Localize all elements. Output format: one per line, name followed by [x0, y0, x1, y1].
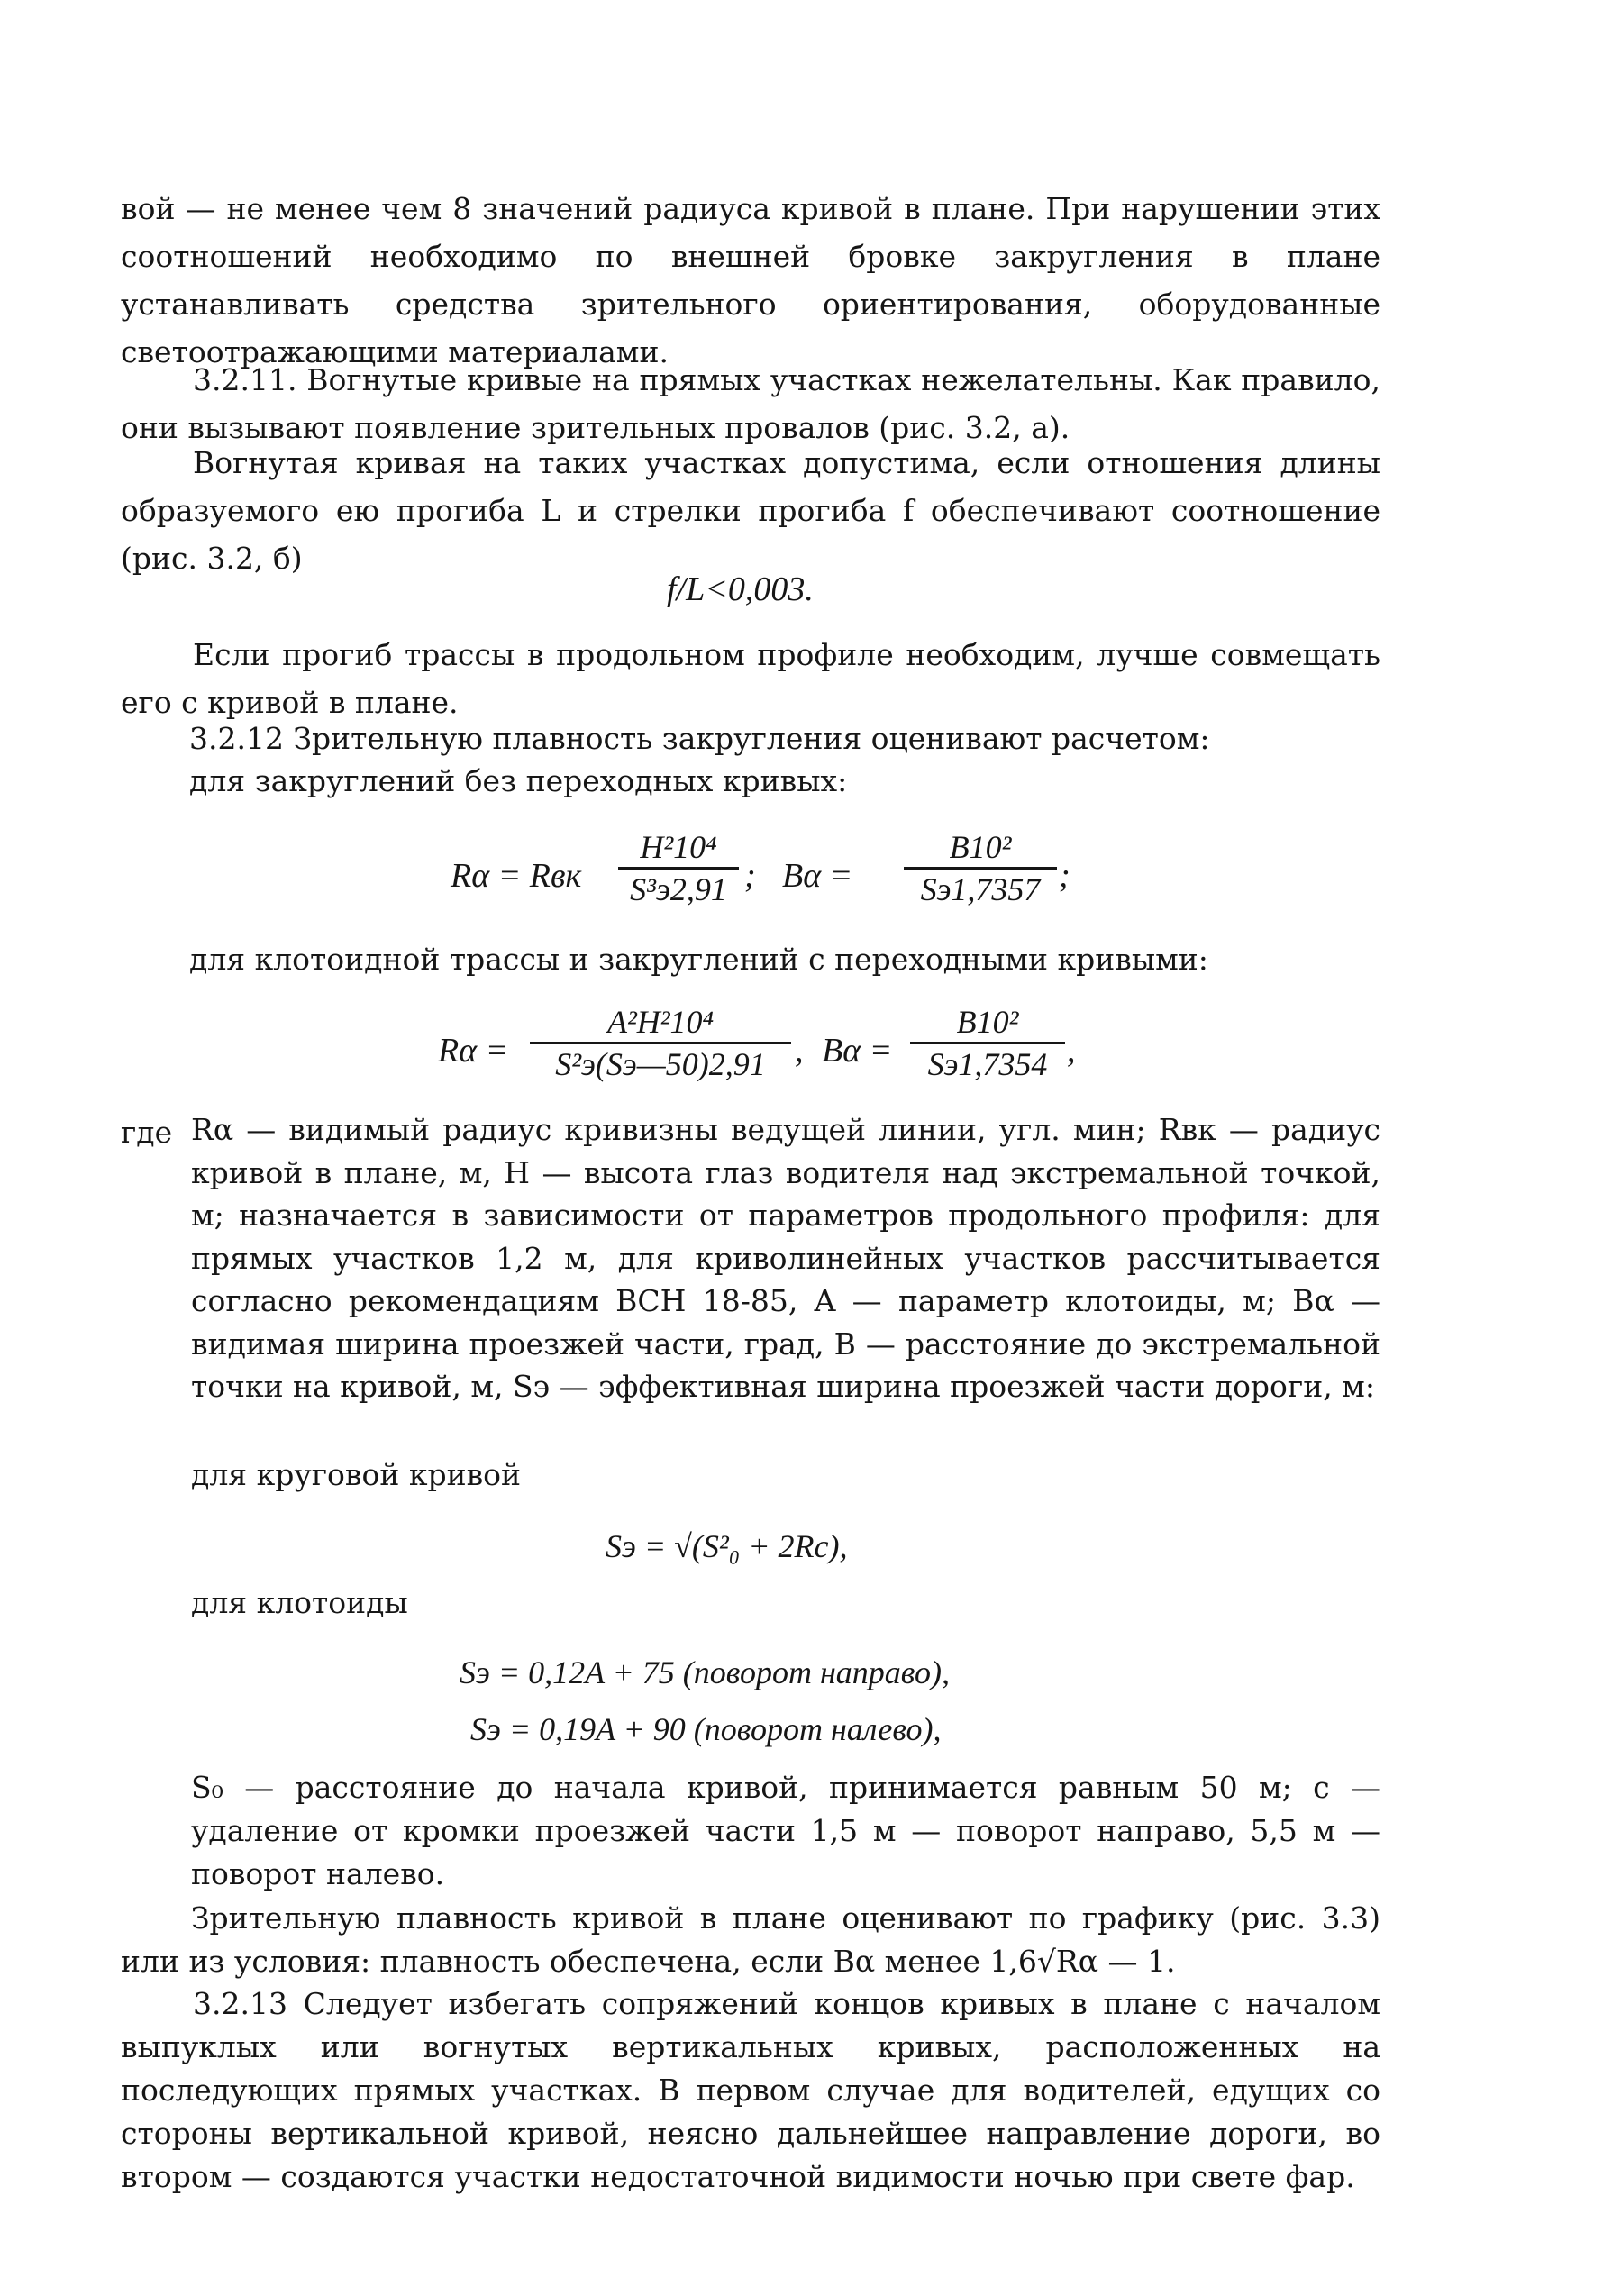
paragraph-circular-curve: для круговой кривой [191, 1457, 522, 1492]
paragraph-concave-curve: Вогнутая кривая на таких участках допустима, если отношения длины образуемого ею прогиба L и стрелки прогиба f обеспечивают соотношение (рис. 3.2, б) [121, 445, 1380, 576]
formula-effective-width-circular: Sэ = √(S²₀ + 2Rc), [606, 1528, 848, 1564]
paragraph-clothoid-route: для клотоидной трассы и закруглений с переходными кривыми: [189, 942, 1208, 977]
paragraph-profile-deflection: Если прогиб трассы в продольном профиле необходим, лучше совмещать его с кривой в плане. [121, 637, 1380, 720]
paragraph-3-2-11: 3.2.11. Вогнутые кривые на прямых участках нежелательны. Как правило, они вызывают появление зрительных провалов (рис. 3.2, а). [121, 362, 1380, 445]
paragraph-3-2-12: 3.2.12 Зрительную плавность закругления оценивают расчетом: [189, 721, 1210, 756]
formula-clothoid-right: Sэ = 0,12A + 75 (поворот направо), [460, 1654, 950, 1690]
paragraph-distance-definitions: S₀ — расстояние до начала кривой, принимается равным 50 м; c — удаление от кромки проезжей части 1,5 м — поворот направо, 5,5 м — поворот налево. [191, 1770, 1380, 1891]
paragraph-continuation: вой — не менее чем 8 значений радиуса кривой в плане. При нарушении этих соотношений необходимо по внешней бровке закругления в плане устанавливать средства зрительного ориентирования, оборудованные светоотражающими материалами. [121, 191, 1380, 369]
paragraph-3-2-13: 3.2.13 Следует избегать сопряжений концов кривых в плане с началом выпуклых или вогнутых вертикальных кривых, расположенных на последующих прямых участках. В первом случае для водителей, едущих со стороны вертикальной кривой, неясно дальнейшее направление дороги, во втором — создаются участки недостаточной видимости ночью при свете фар. [121, 1986, 1380, 2194]
formula-f-over-l: f/L<0,003. [667, 570, 814, 608]
formula-clothoid-left: Sэ = 0,19A + 90 (поворот налево), [470, 1711, 942, 1747]
paragraph-clothoid: для клотоиды [191, 1585, 408, 1620]
paragraph-smoothness-graph: Зрительную плавность кривой в плане оценивают по графику (рис. 3.3) или из условия: плавность обеспечена, если Bα менее 1,6√Rα — 1. [121, 1900, 1380, 1979]
document-page: вой — не менее чем 8 значений радиуса кривой в плане. При нарушении этих соотношений необходимо по внешней бровке закругления в плане устанавливать средства зрительного ориентирования, оборудованные светоотражающими материалами. 3.2.11. Вогнутые кривые на прямых участках нежелательны. Как правило, они вызывают появление зрительных провалов (рис. 3.2, а). Вогнутая кривая на таких участках допустима, если отношения длины образуемого ею прогиба L и стрелки прогиба f обеспечивают соотношение (рис. 3.2, б) f/L<0,003. Если прогиб трассы в продольном профиле необходим, лучше совмещать его с кривой в плане. 3.2.12 Зрительную плавность закругления оценивают расчетом: для закруглений без переходных кривых: Rα = Rвк H²10⁴ S³э2,91 ; Bα = B10² Sэ1,7357 ; для клотоидной трассы и закруглений с переходными кривыми: Rα = A²H²10⁴ S²э(Sэ—50)2,91 , Bα = B10² Sэ1,7354 , где Rα — видимый радиус кривизны ведущей линии, угл. мин; Rвк — радиус кривой в плане, м, H — высота глаз водителя над экстремальной точкой, м; назначается в зависимости от параметров продольного профиля: для прямых участков 1,2 м, для криволинейных участков рассчитывается согласно рекомендациям ВСН 18-85, A — параметр клотоиды, м; Bα — видимая ширина проезжей части, град, B — расстояние до экстремальной точки на кривой, м, Sэ — эффективная ширина проезжей части дороги, м: для круговой кривой Sэ = √(S²₀ + 2Rc), для клотоиды Sэ = 0,12A + 75 (поворот направо), Sэ = 0,19A + 90 (поворот налево), S₀ — расстояние до начала кривой, принимается равным 50 м; c — удаление от кромки проезжей части 1,5 м — поворот направо, 5,5 м — поворот налево. Зрительную плавность кривой в плане оценивают по графику (рис. 3.3) или из условия: плавность обеспечена, если Bα менее 1,6√Rα — 1. 3.2.13 Следует избегать сопряжений концов кривых в плане с началом выпуклых или вогнутых вертикальных кривых, расположенных на последующих прямых участках. В первом случае для водителей, едущих со стороны вертикальной кривой, неясно дальнейшее направление дороги, во втором — создаются участки недостаточной видимости ночью при свете фар. [0, 0, 1612, 2296]
paragraph-without-transition: для закруглений без переходных кривых: [189, 763, 848, 798]
paragraph-definitions: Rα — видимый радиус кривизны ведущей линии, угл. мин; Rвк — радиус кривой в плане, м, H — высота глаз водителя над экстремальной точкой, м; назначается в зависимости от параметров продольного профиля: для прямых участков 1,2 м, для криволинейных участков рассчитывается согласно рекомендациям ВСН 18-85, A — параметр клотоиды, м; Bα — видимая ширина проезжей части, град, B — расстояние до экстремальной точки на кривой, м, Sэ — эффективная ширина проезжей части дороги, м: [191, 1112, 1380, 1404]
where-label: где [121, 1115, 173, 1150]
